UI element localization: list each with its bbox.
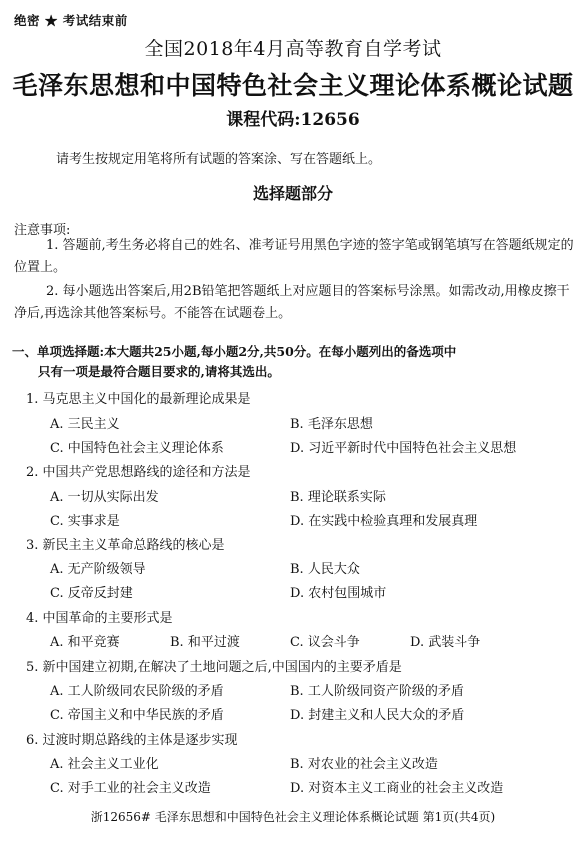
question-option: B. 毛泽东思想 xyxy=(290,417,373,432)
question-stem: 3. 新民主主义革命总路线的核心是 xyxy=(26,538,225,553)
question-stem: 5. 新中国建立初期,在解决了土地问题之后,中国国内的主要矛盾是 xyxy=(26,660,402,675)
question-option: C. 实事求是 xyxy=(50,514,120,529)
question-option: D. 在实践中检验真理和发展真理 xyxy=(290,514,478,529)
question-option: B. 工人阶级同资产阶级的矛盾 xyxy=(290,684,464,699)
exam-title: 全国2018年4月高等教育自学考试 xyxy=(144,38,442,60)
question-option: A. 和平竞赛 xyxy=(50,635,120,650)
part-one-line-2: 只有一项是最符合题目要求的,请将其选出。 xyxy=(38,364,280,379)
question-option: A. 社会主义工业化 xyxy=(50,757,159,772)
question-option: B. 理论联系实际 xyxy=(290,490,386,505)
confidential-label: 绝密 ★ 考试结束前 xyxy=(14,13,128,28)
question-option: A. 一切从实际出发 xyxy=(50,490,159,505)
page-footer: 浙12656# 毛泽东思想和中国特色社会主义理论体系概论试题 第1页(共4页) xyxy=(90,810,496,824)
notes-heading: 注意事项: xyxy=(14,223,71,238)
question-option: B. 和平过渡 xyxy=(170,635,240,650)
question-option: D. 对资本主义工商业的社会主义改造 xyxy=(290,781,504,796)
note-item-2: 2. 每小题选出答案后,用2B铅笔把答题纸上对应题目的答案标号涂黑。如需改动,用橡皮擦干净后,再选涂其他答案标号。不能答在试题卷上。 xyxy=(14,284,570,321)
course-code: 课程代码:12656 xyxy=(226,110,360,130)
question-option: C. 反帝反封建 xyxy=(50,586,133,601)
section-title: 选择题部分 xyxy=(252,184,333,203)
question-stem: 2. 中国共产党思想路线的途径和方法是 xyxy=(26,465,251,480)
question-option: D. 习近平新时代中国特色社会主义思想 xyxy=(290,441,517,456)
question-option: D. 武装斗争 xyxy=(410,635,481,650)
question-option: A. 无产阶级领导 xyxy=(50,562,146,577)
part-one-heading xyxy=(12,342,572,382)
question-option: A. 三民主义 xyxy=(50,417,120,432)
question-option: D. 农村包围城市 xyxy=(290,586,387,601)
answer-instruction: 请考生按规定用笔将所有试题的答案涂、写在答题纸上。 xyxy=(56,152,382,167)
note-item-1: 1. 答题前,考生务必将自己的姓名、准考证号用黑色字迹的签字笔或钢笔填写在答题纸规定的位置上。 xyxy=(14,238,574,275)
question-stem: 1. 马克思主义中国化的最新理论成果是 xyxy=(26,392,251,407)
question-option: C. 对手工业的社会主义改造 xyxy=(50,781,211,796)
question-stem: 4. 中国革命的主要形式是 xyxy=(26,611,173,626)
subject-title: 毛泽东思想和中国特色社会主义理论体系概论试题 xyxy=(12,71,574,100)
question-option: A. 工人阶级同农民阶级的矛盾 xyxy=(50,684,224,699)
question-option: C. 帝国主义和中华民族的矛盾 xyxy=(50,708,224,723)
question-option: B. 人民大众 xyxy=(290,562,360,577)
question-stem: 6. 过渡时期总路线的主体是逐步实现 xyxy=(26,733,238,748)
question-option: C. 中国特色社会主义理论体系 xyxy=(50,441,224,456)
question-option: B. 对农业的社会主义改造 xyxy=(290,757,438,772)
question-option: C. 议会斗争 xyxy=(290,635,360,650)
question-option: D. 封建主义和人民大众的矛盾 xyxy=(290,708,465,723)
part-one-line-1: 一、单项选择题:本大题共25小题,每小题2分,共50分。在每小题列出的备选项中 xyxy=(12,344,457,359)
